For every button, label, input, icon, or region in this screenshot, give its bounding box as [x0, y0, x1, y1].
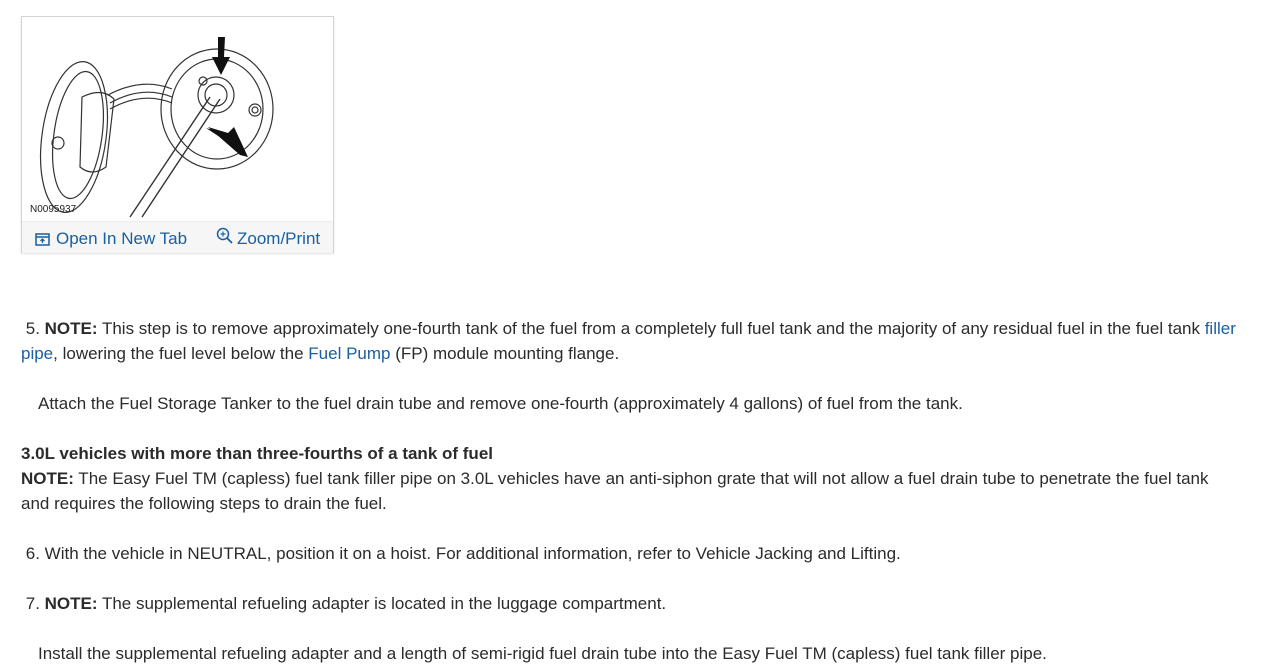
section-note: [21, 466, 1236, 516]
fuel-filler-illustration[interactable]: [22, 17, 333, 221]
step-5-action: Attach the Fuel Storage Tanker to the fuel drain tube and remove one-fourth (approximately 4 gallons) of fuel from the tank.: [38, 394, 963, 413]
zoom-icon: [216, 227, 234, 245]
step-7-text: The supplemental refueling adapter is located in the luggage compartment.: [97, 594, 667, 613]
open-new-tab-icon: [35, 233, 50, 246]
step-7-note: [21, 591, 1236, 616]
section-heading-text: 3.0L vehicles with more than three-fourths of a tank of fuel: [21, 444, 493, 463]
filler-pipe-link[interactable]: filler pipe: [21, 319, 1236, 363]
step-number: 5.: [25, 319, 40, 338]
zoom-print-link[interactable]: [216, 226, 320, 246]
step-6: [21, 541, 1236, 566]
open-in-new-tab-link[interactable]: [35, 229, 187, 249]
section-heading: [21, 441, 1236, 466]
section-note-label: NOTE:: [21, 469, 74, 488]
step-5-text-b: , lowering the fuel level below the: [53, 344, 309, 363]
step-5-text-a: This step is to remove approximately one-fourth tank of the fuel from a completely full fuel tank and the majority of any residual fuel in the fuel tank: [97, 319, 1205, 338]
section-note-text: The Easy Fuel TM (capless) fuel tank filler pipe on 3.0L vehicles have an anti-siphon grate that will not allow a fuel drain tube to penetrate the fuel tank and requires the following steps to drain the fuel.: [21, 469, 1209, 513]
note-label: NOTE:: [44, 319, 98, 338]
step-number: 7.: [25, 594, 40, 613]
note-label: NOTE:: [44, 594, 98, 613]
step-5-note: [21, 316, 1236, 366]
zoom-print-label: Zoom/Print: [237, 229, 321, 248]
open-in-new-tab-label: Open In New Tab: [56, 229, 188, 248]
figure-toolbar: [22, 221, 333, 253]
figure-card: [21, 16, 334, 253]
step-5-text-c: (FP) module mounting flange.: [390, 344, 620, 363]
step-number: 6.: [25, 544, 40, 563]
figure-id-label: N0095937: [30, 204, 77, 215]
step-7-action: Install the supplemental refueling adapter and a length of semi-rigid fuel drain tube into the Easy Fuel TM (capless) fuel tank filler pipe.: [38, 644, 1047, 663]
step-6-text: With the vehicle in NEUTRAL, position it on a hoist. For additional information, refer to Vehicle Jacking and Lifting.: [39, 544, 901, 563]
fuel-pump-link[interactable]: Fuel Pump: [308, 344, 391, 363]
